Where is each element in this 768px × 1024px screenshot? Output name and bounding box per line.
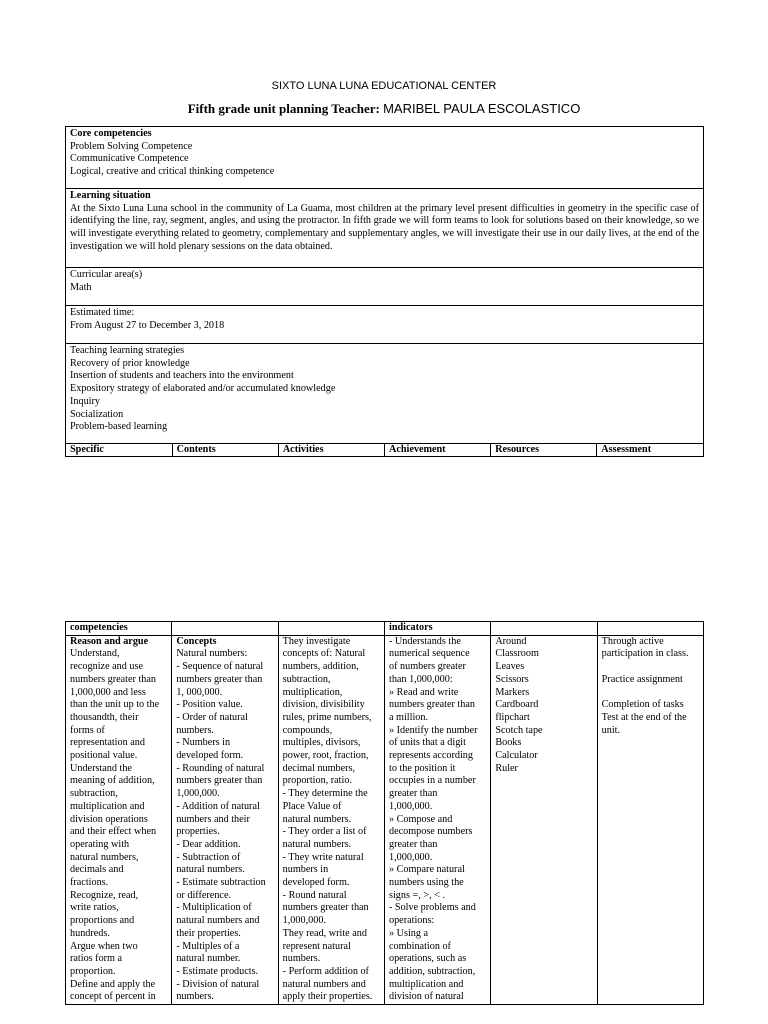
cell-line: proportion. [70, 965, 116, 977]
cell-line: - Perform addition of [282, 965, 369, 977]
cell-line: thousandth, their [70, 711, 139, 723]
cell-line: operating with [70, 838, 130, 850]
cell-line: forms of [70, 724, 105, 736]
column-header-assessment: Assessment [597, 444, 703, 457]
continued-header-empty [597, 622, 703, 636]
estimated-time-label: Estimated time: [70, 307, 135, 318]
continued-header-empty [278, 622, 384, 636]
cell-line: signs =, >, < . [388, 889, 445, 901]
cell-line: - Multiples of a [176, 940, 240, 952]
cell-line: They investigate [282, 635, 351, 647]
cell-line: representation and [70, 737, 145, 749]
cell-line: compounds, [282, 724, 333, 736]
cell-line: properties. [176, 826, 220, 838]
cell-line: developed form. [176, 750, 244, 762]
contents-lines [176, 648, 273, 1004]
cell-line: greater than [388, 788, 438, 800]
curricular-area-label: Curricular area(s) [70, 269, 143, 280]
unit-planning-table [65, 621, 704, 1005]
cell-line: Leaves [495, 661, 525, 673]
cell-line: numbers greater than [282, 902, 369, 914]
column-header-resources: Resources [491, 444, 597, 457]
cell-line: - They order a list of [282, 826, 367, 838]
cell-line: Calculator [495, 750, 538, 762]
teacher-name: MARIBEL PAULA ESCOLASTICO [383, 101, 581, 116]
contents-title: Concepts [176, 635, 217, 647]
strategy-item: Insertion of students and teachers into the environment [70, 370, 294, 382]
cell-line: numbers greater than [176, 673, 263, 685]
cell-line: Define and apply the [70, 978, 156, 990]
cell-line: hundreds. [70, 927, 110, 939]
cell-line: to the position it [388, 762, 456, 774]
cell-line: subtraction, [70, 788, 118, 800]
cell-line: natural numbers and [282, 978, 366, 990]
cell-line: » Using a [388, 927, 429, 939]
cell-line: represents according [388, 750, 473, 762]
cell-line: - Rounding of natural [176, 762, 265, 774]
curricular-area-value: Math [70, 281, 92, 293]
cell-line: Understand, [70, 648, 120, 660]
estimated-time-value: From August 27 to December 3, 2018 [70, 319, 225, 331]
competencies-cell [66, 635, 172, 1004]
assessment-cell [597, 635, 703, 1004]
core-item: Problem Solving Competence [70, 140, 193, 152]
continued-header-indicators: indicators [384, 622, 490, 636]
cell-line: apply their properties. [282, 991, 373, 1003]
competencies-title: Reason and argue [70, 635, 149, 647]
achievement-cell [384, 635, 490, 1004]
cell-line: » Compare natural [388, 864, 465, 876]
cell-line: division of natural [388, 991, 464, 1003]
cell-line: numbers greater than [176, 775, 263, 787]
curricular-area-section [66, 268, 703, 306]
core-item: Logical, creative and critical thinking competence [70, 166, 275, 178]
cell-line: flipchart [495, 711, 530, 723]
cell-line: natural number. [176, 953, 241, 965]
cell-line: Cardboard [495, 699, 539, 711]
cell-line: - They determine the [282, 788, 368, 800]
continued-header-competencies: competencies [66, 622, 172, 636]
cell-line: Books [495, 737, 522, 749]
cell-line: multiples, divisors, [282, 737, 361, 749]
cell-line: proportions and [70, 915, 135, 927]
activities-lines [283, 636, 380, 1004]
cell-line: or difference. [176, 889, 232, 901]
cell-line: rules, prime numbers, [282, 711, 372, 723]
cell-line: and their effect when [70, 826, 157, 838]
strategy-item: Expository strategy of elaborated and/or accumulated knowledge [70, 383, 336, 395]
unit-title: Fifth grade unit planning Teacher: [187, 101, 380, 116]
column-header-row [66, 443, 703, 456]
cell-line: numbers greater than [70, 673, 156, 685]
cell-line: - Round natural [282, 889, 347, 901]
column-header-specific: Specific [66, 444, 172, 457]
cell-line: Place Value of [282, 800, 342, 812]
cell-line: decompose numbers [388, 826, 473, 838]
continued-header-row [66, 622, 704, 636]
cell-line: concepts of: Natural [282, 648, 366, 660]
cell-line: - Estimate subtraction [176, 877, 266, 889]
cell-line: division operations [70, 813, 148, 825]
cell-line: numbers greater than [388, 699, 475, 711]
cell-line: - They write natural [282, 851, 364, 863]
cell-line: combination of [388, 940, 451, 952]
cell-line: Ruler [495, 762, 518, 774]
cell-line: natural numbers, [70, 851, 139, 863]
cell-line: - Estimate products. [176, 965, 259, 977]
continued-header-empty [491, 622, 597, 636]
strategy-item: Socialization [70, 408, 124, 420]
resources-cell [491, 635, 597, 1004]
cell-line: Scissors [495, 673, 529, 685]
cell-line: - Division of natural [176, 978, 260, 990]
cell-line: multiplication and [388, 978, 464, 990]
cell-line: - Understands the [388, 635, 461, 647]
cell-line: Recognize, read, [70, 889, 139, 901]
achievement-lines [389, 636, 486, 1004]
cell-line: multiplication and [70, 800, 145, 812]
cell-line: of units that a digit [388, 737, 466, 749]
strategy-item: Inquiry [70, 395, 100, 407]
table-row [66, 635, 704, 1004]
strategies-section [66, 344, 703, 443]
cell-line: decimals and [70, 864, 124, 876]
strategy-item: Recovery of prior knowledge [70, 357, 190, 369]
cell-line: Scotch tape [495, 724, 543, 736]
cell-line: natural numbers. [282, 813, 352, 825]
cell-line: » Compose and [388, 813, 453, 825]
cell-line: positional value. [70, 750, 138, 762]
cell-line: division, divisibility [282, 699, 365, 711]
planning-box [65, 126, 704, 457]
learning-situation-section [66, 189, 703, 268]
cell-line: natural numbers. [176, 864, 245, 876]
cell-line: - Multiplication of [176, 902, 252, 914]
continued-header-empty [172, 622, 278, 636]
cell-line: numbers, addition, [282, 661, 359, 673]
cell-line: a million. [388, 711, 429, 723]
estimated-time-section [66, 306, 703, 344]
cell-line: Around [495, 635, 527, 647]
core-competencies-section [66, 127, 703, 189]
cell-line: numbers. [282, 953, 321, 965]
cell-line: Markers [495, 686, 530, 698]
cell-line: than the unit up to the [70, 699, 160, 711]
cell-line: Understand the [70, 762, 132, 774]
assessment-paragraph: Completion of tasks Test at the end of the unit. [601, 699, 687, 736]
cell-line: numbers in [282, 864, 329, 876]
column-header-contents: Contents [172, 444, 278, 457]
cell-line: write ratios, [70, 902, 119, 914]
cell-line: their properties. [176, 927, 241, 939]
cell-line: ratios form a [70, 953, 123, 965]
cell-line: 1,000,000 and less [70, 686, 146, 698]
cell-line: natural numbers and [176, 915, 260, 927]
cell-line: developed form. [282, 877, 350, 889]
competencies-lines [70, 648, 167, 1004]
school-name: SIXTO LUNA LUNA EDUCATIONAL CENTER [271, 80, 497, 92]
strategy-item: Problem-based learning [70, 421, 168, 433]
cell-line: greater than [388, 838, 438, 850]
cell-line: Classroom [495, 648, 539, 660]
cell-line: - Sequence of natural [176, 661, 264, 673]
cell-line: - Subtraction of [176, 851, 241, 863]
cell-line: power, root, fraction, [282, 750, 369, 762]
cell-line: - Addition of natural [176, 800, 260, 812]
cell-line: subtraction, [282, 673, 331, 685]
cell-line: numbers. [176, 724, 214, 736]
column-header-activities: Activities [278, 444, 384, 457]
document-title [0, 101, 768, 117]
cell-line: than 1,000,000: [388, 673, 453, 685]
learning-situation-heading: Learning situation [70, 190, 151, 201]
cell-line: - Solve problems and [388, 902, 476, 914]
cell-line: concept of percent in [70, 991, 156, 1003]
learning-situation-text: At the Sixto Luna Luna school in the community of La Guama, most children at the primary level present difficulties in geometry in the specific case of identifying the line, ray, segment, angles, and using the protractor. In fifth grade we will form teams to look for solutions based on their knowledge, so we will investigate everything related to geometry, complementary and supplementary angles, we will investigate their use in our daily lives, at the end of the investigation we will hold plenary sessions on the data obtained. [70, 202, 699, 252]
cell-line: Argue when two [70, 940, 138, 952]
cell-line: of numbers greater [388, 661, 466, 673]
assessment-paragraph: Through active participation in class. [601, 635, 689, 660]
cell-line: natural numbers. [282, 838, 352, 850]
cell-line: » Identify the number [388, 724, 478, 736]
core-competencies-heading: Core competencies [70, 128, 152, 139]
resources-lines [495, 636, 592, 776]
cell-line: numbers and their [176, 813, 250, 825]
cell-line: 1,000,000. [388, 851, 433, 863]
core-item: Communicative Competence [70, 153, 189, 165]
cell-line: » Read and write [388, 686, 459, 698]
cell-line: represent natural [282, 940, 351, 952]
cell-line: - Order of natural [176, 711, 248, 723]
cell-line: 1,000,000. [388, 800, 433, 812]
assessment-paragraph: Practice assignment [601, 673, 683, 685]
cell-line: numbers using the [388, 877, 464, 889]
cell-line: decimal numbers, [282, 762, 356, 774]
cell-line: occupies in a number [388, 775, 476, 787]
cell-line: 1,000,000. [282, 915, 326, 927]
cell-line: numbers. [176, 991, 214, 1003]
cell-line: proportion, ratio. [282, 775, 352, 787]
cell-line: multiplication, [282, 686, 343, 698]
cell-line: 1, 000,000. [176, 686, 223, 698]
cell-line: addition, subtraction, [388, 965, 476, 977]
cell-line: operations: [388, 915, 435, 927]
contents-cell [172, 635, 278, 1004]
strategy-item: Teaching learning strategies [70, 345, 185, 356]
cell-line: 1,000,000. [176, 788, 220, 800]
cell-line: - Position value. [176, 699, 243, 711]
cell-line: recognize and use [70, 661, 143, 673]
cell-line: They read, write and [282, 927, 367, 939]
column-header-achievement: Achievement [384, 444, 490, 457]
cell-line: Natural numbers: [176, 648, 248, 660]
cell-line: operations, such as [388, 953, 467, 965]
cell-line: meaning of addition, [70, 775, 155, 787]
cell-line: numerical sequence [388, 648, 470, 660]
activities-cell [278, 635, 384, 1004]
cell-line: - Numbers in [176, 737, 231, 749]
cell-line: - Dear addition. [176, 838, 241, 850]
cell-line: fractions. [70, 877, 109, 889]
